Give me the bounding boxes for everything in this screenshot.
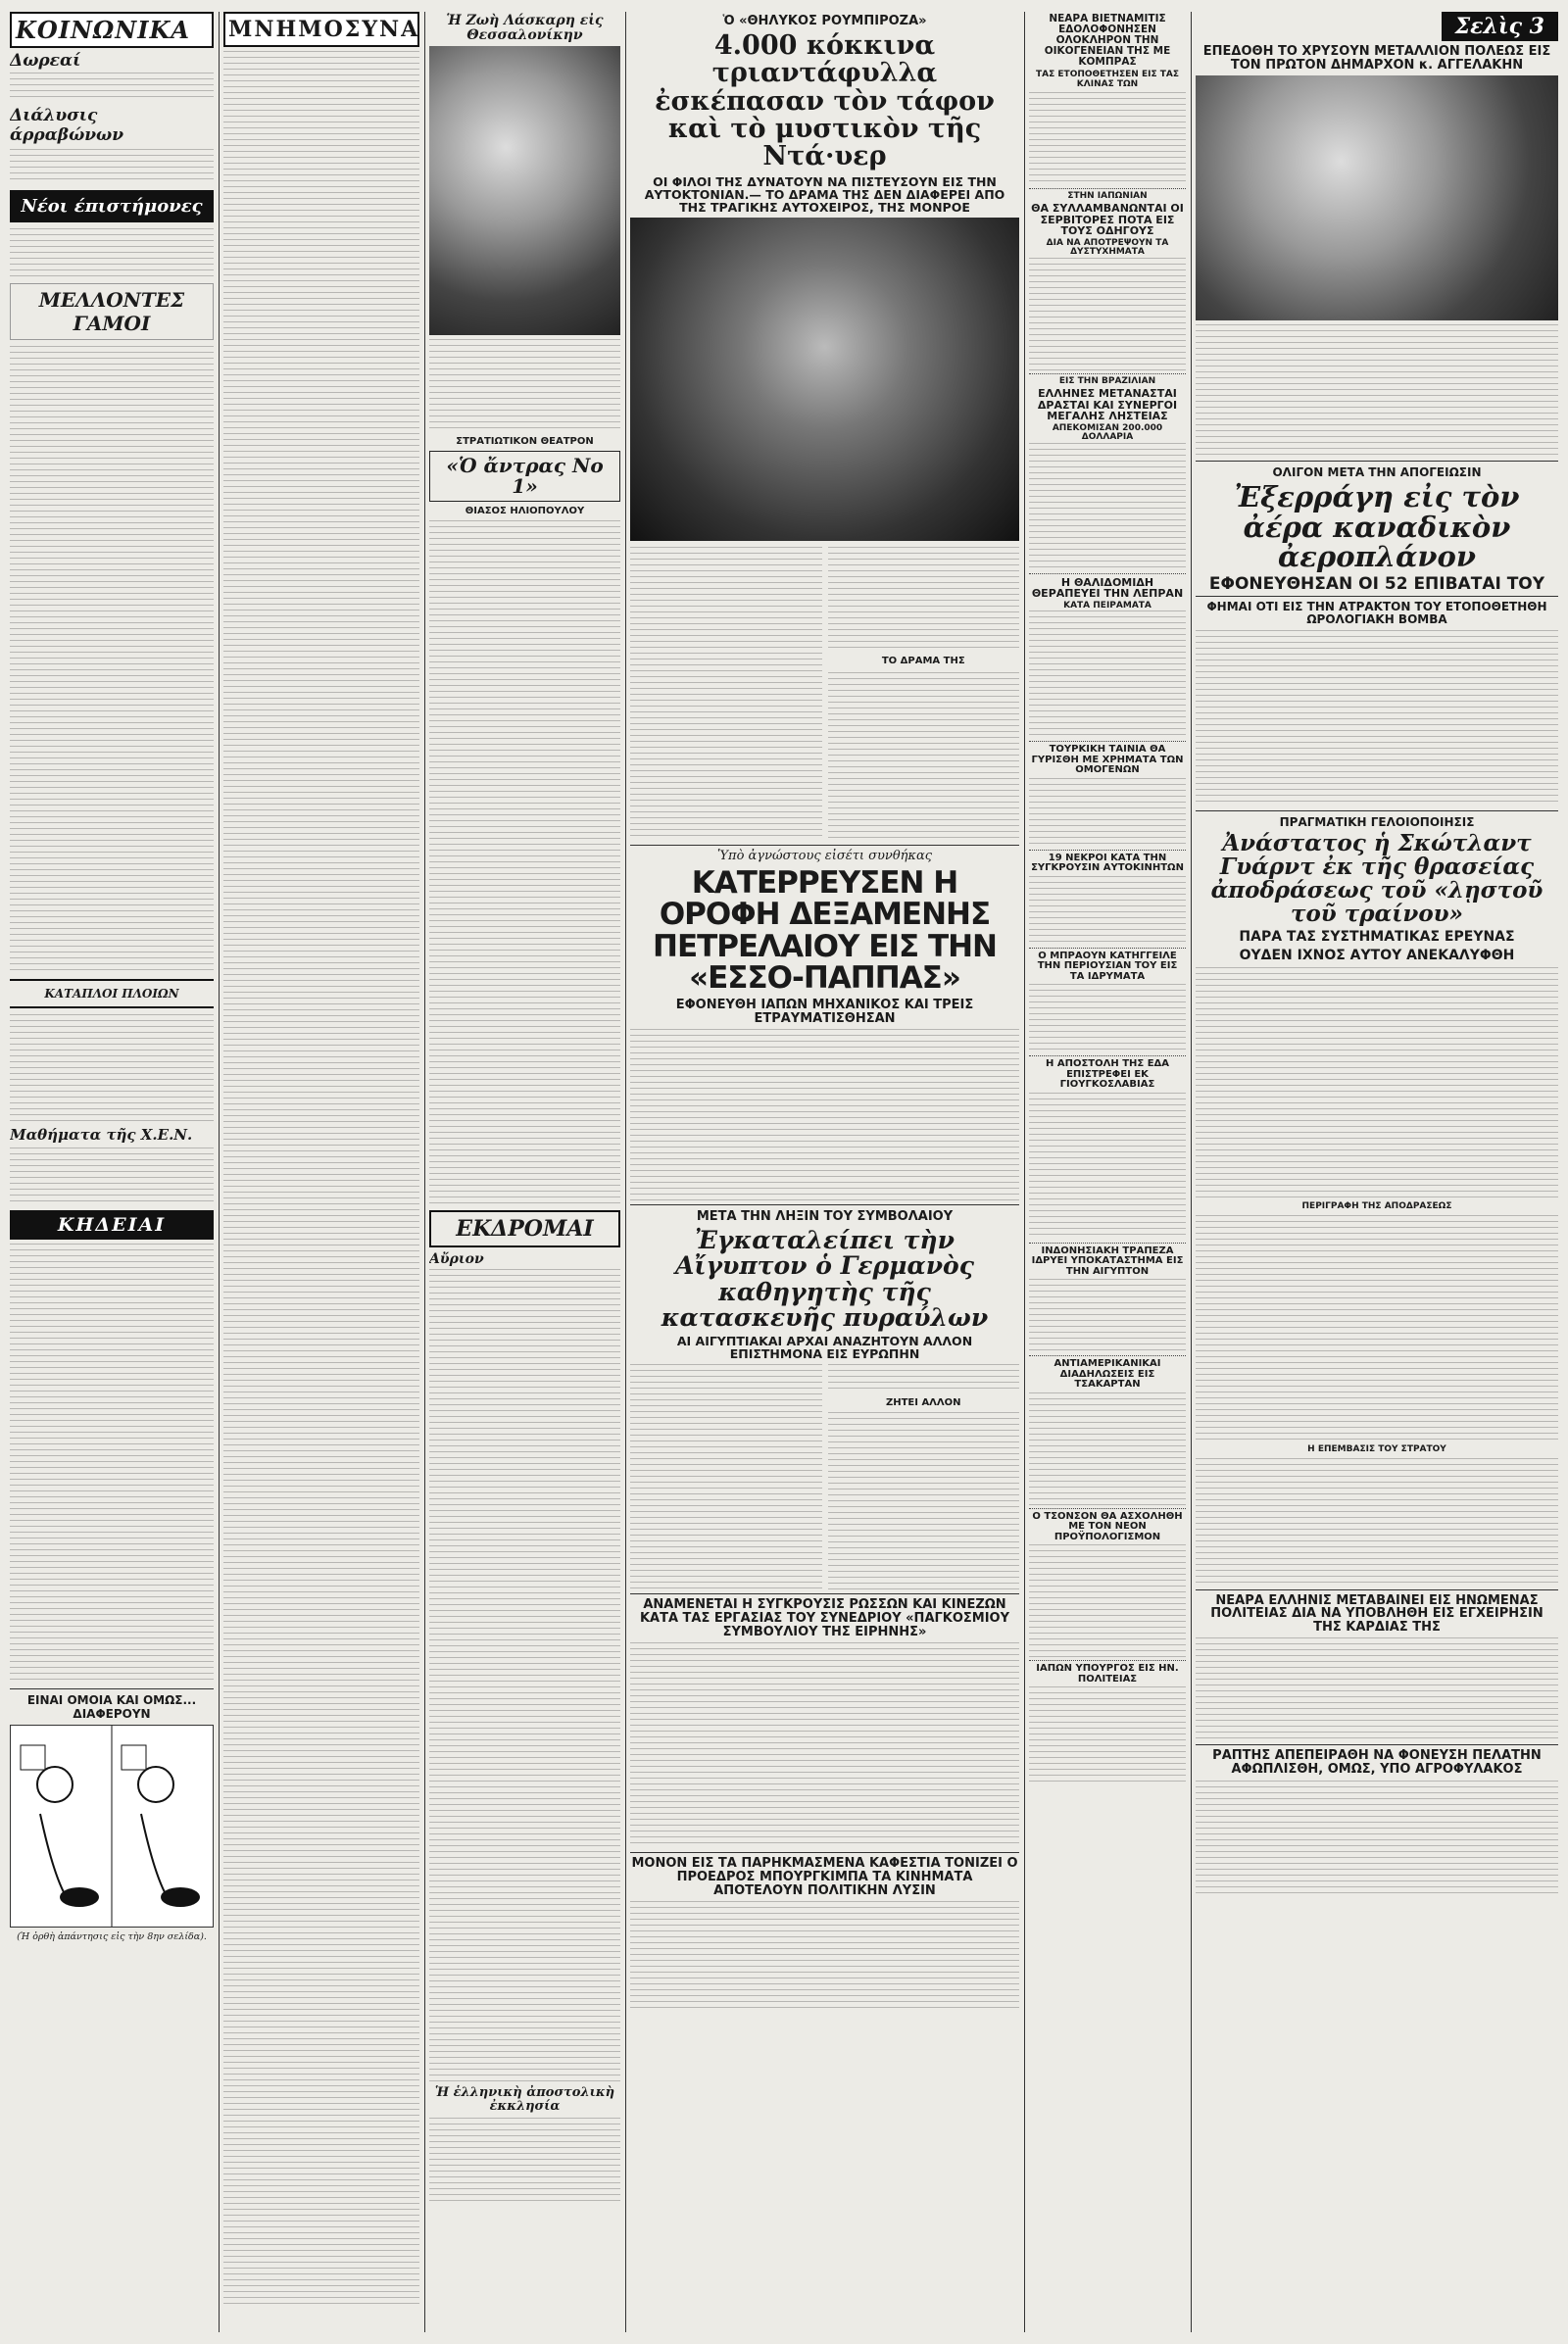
column-2 bbox=[223, 12, 419, 2332]
center-columns bbox=[630, 12, 1019, 2332]
esso-kicker: Ὑπὸ ἀγνώστους εἰσέτι συνθήκας bbox=[716, 849, 933, 864]
dialysis-heading: Διάλυσις άρραβώνων bbox=[10, 106, 124, 145]
laskari-photo bbox=[429, 46, 620, 335]
heart-headline: ΝΕΑΡΑ ΕΛΛΗΝΙΣ ΜΕΤΑΒΑΙΝΕΙ ΕΙΣ ΗΝΩΜΕΝΑΣ ΠΟΛΙΤΕΙΑΣ ΔΙΑ ΝΑ ΥΠΟΒΛΗΘΗ ΕΙΣ ΕΓΧΕΙΡΗΣΙΝ ΤΗΣ ΚΑΡΔΙΑΣ ΤΗΣ bbox=[1210, 1592, 1544, 1635]
gamoi-header bbox=[10, 283, 214, 340]
egypt-kicker: ΜΕΤΑ ΤΗΝ ΛΗΞΙΝ ΤΟΥ ΣΥΜΒΟΛΑΙΟΥ bbox=[696, 1209, 954, 1225]
escape-desc-subhead: ΠΕΡΙΓΡΑΦΗ ΤΗΣ ΑΠΟΔΡΑΣΕΩΣ bbox=[1301, 1200, 1452, 1211]
walker-kicker: ΠΡΑΓΜΑΤΙΚΗ ΓΕΛΟΙΟΠΟΙΗΣΙΣ bbox=[1279, 814, 1475, 829]
koinonika-title: ΚΟΙΝΩΝΙΚΑ bbox=[16, 16, 190, 44]
walker-deck: ΠΑΡΑ ΤΑΣ ΣΥΣΤΗΜΑΤΙΚΑΣ ΕΡΕΥΝΑΣ bbox=[1239, 929, 1515, 946]
walker-sub: ΟΥΔΕΝ ΙΧΝΟΣ ΑΥΤΟΥ ΑΝΕΚΑΛΥΦΘΗ bbox=[1239, 947, 1515, 963]
cartoon-caption: (Ἡ ὀρθὴ ἀπάντησις εἰς τὴν 8ην σελίδα). bbox=[17, 1931, 207, 1942]
column-1 bbox=[10, 12, 214, 2332]
dorea-heading: Δωρεαί bbox=[10, 51, 81, 71]
tailor-headline: ΡΑΠΤΗΣ ΑΠΕΠΕΙΡΑΘΗ ΝΑ ΦΟΝΕΥΣΗ ΠΕΛΑΤΗΝ ΑΦΩΠΛΙΣΘΗ, ΟΜΩΣ, ΥΠΟ ΑΓΡΟΦΥΛΑΚΟΣ bbox=[1212, 1748, 1542, 1778]
monroe-kicker: Ὁ «ΘΗΛΥΚΟΣ ΡΟΥΜΠΙΡΟΖΑ» bbox=[722, 14, 927, 28]
newspaper-page bbox=[10, 12, 1558, 2332]
column-3 bbox=[429, 12, 620, 2332]
kafe-headline: ΜΟΝΟΝ ΕΙΣ ΤΑ ΠΑΡΗΚΜΑΣΜΕΝΑ ΚΑΦΕΣΤΙΑ ΤΟΝΙΖΕΙ Ο ΠΡΟΕΔΡΟΣ ΜΠΟΥΡΓΚΙΜΠΑ ΤΑ ΚΙΝΗΜΑΤΑ ΑΠΟΤΕΛΟΥΝ ΠΟΛΙΤΙΚΗΝ ΛΥΣΙΝ bbox=[631, 1856, 1018, 1898]
zitei-subhead: ΖΗΤΕΙ ΑΛΛΟΝ bbox=[885, 1397, 961, 1409]
vietnam-sub: ΤΑΣ ΕΤΟΠΟΘΕΤΗΣΕΝ ΕΙΣ ΤΑΣ ΚΛΙΝΑΣ ΤΩΝ bbox=[1036, 70, 1179, 89]
ekklisia-heading: Ἡ ἑλληνικὴ ἀποστολικὴ ἐκκλησία bbox=[434, 2085, 615, 2115]
column-5 bbox=[1029, 12, 1186, 2332]
cartoon-drawing bbox=[11, 1726, 213, 1927]
brazil-kicker: ΕΙΣ ΤΗΝ ΒΡΑΖΙΛΙΑΝ bbox=[1058, 375, 1156, 386]
ekdromai-header bbox=[429, 1210, 620, 1247]
egypt-deck: ΑΙ ΑΙΓΥΠΤΙΑΚΑΙ ΑΡΧΑΙ ΑΝΑΖΗΤΟΥΝ ΑΛΛΟΝ ΕΠΙΣΤΗΜΟΝΑ ΕΙΣ ΕΥΡΩΠΗΝ bbox=[676, 1334, 973, 1362]
mpraoun-headline: Ο ΜΠΡΑΟΥΝ ΚΑΤΗΓΓΕΙΛΕ ΤΗΝ ΠΕΡΙΟΥΣΙΑΝ ΤΟΥ ΕΙΣ ΤΑ ΙΔΡΥΜΑΤΑ bbox=[1037, 950, 1178, 982]
plane-headline: Ἐξερράγη εἰς τὸν ἀέρα καναδικὸν ἀεροπλάνον bbox=[1234, 480, 1520, 574]
ekdromai-title: ΕΚΔΡΟΜΑΙ bbox=[456, 1216, 594, 1243]
brazil-sub: ΑΠΕΚΟΜΙΣΑΝ 200.000 ΔΟΛΛΑΡΙΑ bbox=[1052, 422, 1163, 443]
neoi-banner: Νέοι έπιστήμονες bbox=[10, 190, 214, 222]
column-6 bbox=[1196, 12, 1558, 2332]
medal-headline: ΕΠΕΔΟΘΗ ΤΟ ΧΡΥΣΟΥΝ ΜΕΤΑΛΛΙΟΝ ΠΟΛΕΩΣ ΕΙΣ ΤΟΝ ΠΡΩΤΟΝ ΔΗΜΑΡΧΟΝ κ. ΑΓΓΕΛΑΚΗΝ bbox=[1202, 44, 1551, 73]
japan-sub: ΔΙΑ ΝΑ ΑΠΟΤΡΕΨΟΥΝ ΤΑ ΔΥΣΤΥΧΗΜΑΤΑ bbox=[1046, 238, 1169, 258]
stratou-subhead: Η ΕΠΕΜΒΑΣΙΣ ΤΟΥ ΣΤΡΑΤΟΥ bbox=[1307, 1443, 1446, 1454]
cartoon-title: ΕΙΝΑΙ ΟΜΟΙΑ ΚΑΙ ΟΜΩΣ... ΔΙΑΦΕΡΟΥΝ bbox=[26, 1693, 197, 1721]
plane-deck: ΕΦΟΝΕΥΘΗΣΑΝ ΟΙ 52 ΕΠΙΒΑΤΑΙ ΤΟΥ bbox=[1196, 576, 1558, 598]
kataploi-header bbox=[10, 979, 214, 1008]
theatre-sub: ΘΙΑΣΟΣ ΗΛΙΟΠΟΥΛΟΥ bbox=[465, 506, 585, 517]
japan-kicker: ΣΤΗΝ ΙΑΠΩΝΙΑΝ bbox=[1067, 190, 1148, 201]
monroe-photo bbox=[630, 218, 1019, 541]
koinonika-header bbox=[10, 12, 214, 48]
tsonson-headline: Ο ΤΣΟΝΣΟΝ ΘΑ ΑΣΧΟΛΗΘΗ ΜΕ ΤΟΝ ΝΕΟΝ ΠΡΟΫΠΟΛΟΓΙΣΜΟΝ bbox=[1032, 1510, 1183, 1542]
chad-headline: ΑΝΤΙΑΜΕΡΙΚΑΝΙΚΑΙ ΔΙΑΔΗΛΩΣΕΙΣ ΕΙΣ ΤΣΑΚΑΡΤΑΝ bbox=[1054, 1358, 1161, 1391]
kataploi-title: ΚΑΤΑΠΛΟΙ ΠΛΟΙΩΝ bbox=[44, 987, 179, 1001]
esso-headline: ΚΑΤΕΡΡΕΥΣΕΝ Η ΟΡΟΦΗ ΔΕΞΑΜΕΝΗΣ ΠΕΤΡΕΛΑΙΟΥ ΕΙΣ ΤΗΝ «ΕΣΣΟ-ΠΑΠΠΑΣ» bbox=[653, 864, 997, 997]
laskari-caption: Ἡ Ζωὴ Λάσκαρη εἰς Θεσσαλονίκην bbox=[446, 13, 604, 43]
egypt-headline: Ἐγκαταλείπει τὴν Αἴγυπτον ὁ Γερμανὸς καθηγητὴς τῆς κατασκευῆς πυραύλων bbox=[661, 1226, 989, 1332]
eda-headline: Η ΑΠΟΣΤΟΛΗ ΤΗΣ ΕΔΑ ΕΠΙΣΤΡΕΦΕΙ ΕΚ ΓΙΟΥΓΚΟΣΛΑΒΙΑΣ bbox=[1045, 1058, 1169, 1091]
cartoon-image bbox=[10, 1725, 214, 1928]
mathimata-heading: Μαθήματα τῆς Χ.Ε.Ν. bbox=[10, 1126, 193, 1144]
mnimosyna-header bbox=[223, 12, 419, 47]
gamoi-title: ΜΕΛΛΟΝΤΕΣ ΓΑΜΟΙ bbox=[38, 288, 185, 335]
thalidomide-sub: ΚΑΤΑ ΠΕΙΡΑΜΑΤΑ bbox=[1063, 600, 1152, 610]
india-headline: ΙΝΔΟΝΗΣΙΑΚΗ ΤΡΑΠΕΖΑ ΙΔΡΥΕΙ ΥΠΟΚΑΤΑΣΤΗΜΑ ΕΙΣ ΤΗΝ ΑΙΓΥΠΤΟΝ bbox=[1031, 1245, 1184, 1277]
mnimosyna-title: ΜΝΗΜΟΣΥΝΑ bbox=[228, 17, 419, 42]
medal-photo bbox=[1196, 75, 1558, 320]
thalidomide-headline: Η ΘΑΛΙΔΟΜΙΔΗ ΘΕΡΑΠΕΥΕΙ ΤΗΝ ΛΕΠΡΑΝ bbox=[1031, 575, 1184, 601]
brazil-headline: ΕΛΛΗΝΕΣ ΜΕΤΑΝΑΣΤΑΙ ΔΡΑΣΤΑΙ ΚΑΙ ΣΥΝΕΡΓΟΙ ΜΕΓΑΛΗΣ ΛΗΣΤΕΙΑΣ bbox=[1037, 387, 1178, 423]
theatre-kicker: ΣΤΡΑΤΙΩΤΙΚΟΝ ΘΕΑΤΡΟΝ bbox=[456, 436, 594, 448]
page-number-badge: Σελὶς 3 bbox=[1442, 12, 1558, 41]
monroe-headline: 4.000 κόκκινα τριαντάφυλλα ἐσκέπασαν τὸν τάφον καὶ τὸ μυστικὸν τῆς Ντά·υερ bbox=[655, 30, 995, 172]
monroe-deck: ΟΙ ΦΙΛΟΙ ΤΗΣ ΔΥΝΑΤΟΥΝ ΝΑ ΠΙΣΤΕΥΣΟΥΝ ΕΙΣ ΤΗΝ ΑΥΤΟΚΤΟΝΙΑΝ.— ΤΟ ΔΡΑΜΑ ΤΗΣ ΔΕΝ ΔΙΑΦΕΡΕΙ ΑΠΟ ΤΗΣ ΤΡΑΓΙΚΗΣ ΑΥΤΟΧΕΙΡΟΣ, ΤΗΣ ΜΟΝΡΟΕ bbox=[644, 173, 1005, 215]
kideiai-banner: ΚΗΔΕΙΑΙ bbox=[10, 1210, 214, 1240]
drama-subhead: ΤΟ ΔΡΑΜΑ ΤΗΣ bbox=[881, 656, 965, 667]
turkish-headline: ΤΟΥΡΚΙΚΗ ΤΑΙΝΙΑ ΘΑ ΓΥΡΙΣΘΗ ΜΕ ΧΡΗΜΑΤΑ ΤΩΝ ΟΜΟΓΕΝΩΝ bbox=[1031, 744, 1184, 776]
avrion-heading: Αὔριον bbox=[429, 1251, 484, 1268]
plane-sub: ΦΗΜΑΙ ΟΤΙ ΕΙΣ ΤΗΝ ΑΤΡΑΚΤΟΝ ΤΟΥ ΕΤΟΠΟΘΕΤΗΘΗ ΩΡΟΛΟΓΙΑΚΗ ΒΟΜΒΑ bbox=[1206, 600, 1547, 627]
esso-deck: ΕΦΟΝΕΥΘΗ ΙΑΠΩΝ ΜΗΧΑΝΙΚΟΣ ΚΑΙ ΤΡΕΙΣ ΕΤΡΑΥΜΑΤΙΣΘΗΣΑΝ bbox=[675, 997, 974, 1026]
russ-headline: ΑΝΑΜΕΝΕΤΑΙ Η ΣΥΓΚΡΟΥΣΙΣ ΡΩΣΣΩΝ ΚΑΙ ΚΙΝΕΖΩΝ ΚΑΤΑ ΤΑΣ ΕΡΓΑΣΙΑΣ ΤΟΥ ΣΥΝΕΔΡΙΟΥ «ΠΑΓΚΟΣΜΙΟΥ ΣΥΜΒΟΥΛΙΟΥ ΤΗΣ ΕΙΡΗΝΗΣ» bbox=[639, 1597, 1010, 1639]
plane-kicker: ΟΛΙΓΟΝ ΜΕΤΑ ΤΗΝ ΑΠΟΓΕΙΩΣΙΝ bbox=[1272, 465, 1482, 480]
vietnam-headline: ΝΕΑΡΑ ΒΙΕΤΝΑΜΙΤΙΣ ΕΔΟΛΟΦΟΝΗΣΕΝ ΟΛΟΚΛΗΡΟΝ ΤΗΝ ΟΙΚΟΓΕΝΕΙΑΝ ΤΗΣ ΜΕ ΚΟΜΠΡΑΣ bbox=[1044, 13, 1171, 69]
dead19-headline: 19 ΝΕΚΡΟΙ ΚΑΤΑ ΤΗΝ ΣΥΓΚΡΟΥΣΙΝ ΑΥΤΟΚΙΝΗΤΩΝ bbox=[1031, 852, 1184, 874]
theatre-title: «Ὁ ἄντρας Νο 1» bbox=[429, 451, 620, 502]
walker-headline: Ἀνάστατος ἡ Σκώτλαντ Γυάρντ ἐκ τῆς θρασείας ἀποδράσεως τοῦ «λῃστοῦ τοῦ τραίνου» bbox=[1210, 829, 1544, 928]
japan-headline: ΘΑ ΣΥΛΛΑΜΒΑΝΩΝΤΑΙ ΟΙ ΣΕΡΒΙΤΟΡΕΣ ΠΟΤΑ ΕΙΣ ΤΟΥΣ ΟΔΗΓΟΥΣ bbox=[1031, 202, 1184, 238]
iapon-headline: ΙΑΠΩΝ ΥΠΟΥΡΓΟΣ ΕΙΣ ΗΝ. ΠΟΛΙΤΕΙΑΣ bbox=[1036, 1663, 1179, 1685]
